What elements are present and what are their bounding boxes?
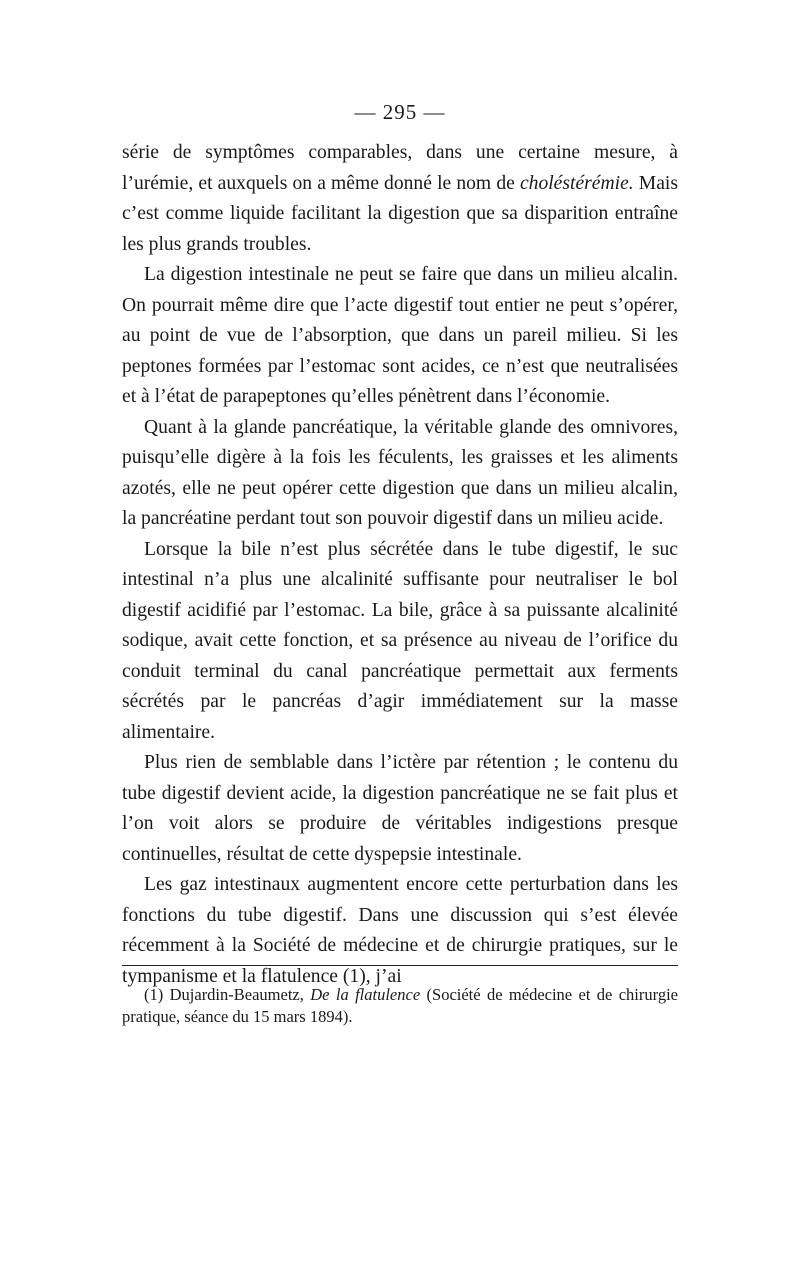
paragraph-4: Lorsque la bile n’est plus sécrétée dans le tube digestif, le suc intestinal n’a plus une alcalinité suffisante pour neutraliser le bol digestif acidifié par l’estomac. La bile, grâce à sa puissante alcalinité sodique, avait cette fonction, et sa présence au niveau de l’orifice du conduit terminal du canal pancréatique permettait aux ferments sécrétés par le pancréas d’agir immédiatement sur la masse alimentaire.	[122, 538, 678, 743]
paragraph-2: La digestion intestinale ne peut se faire que dans un milieu alcalin. On pourrait même dire que l’acte digestif tout entier ne peut s’opérer, au point de vue de l’absorption, que dans un pareil milieu. Si les peptones formées par l’estomac sont acides, ce n’est que neutralisées et à l’état de parapeptones qu’elles pénètrent dans l’économie.	[122, 264, 678, 407]
footnote-divider	[122, 965, 678, 966]
paragraph-1-text-before: série de symptômes comparables, dans une certaine mesure, à l’urémie, et auxquels on a même donné le nom de	[122, 142, 678, 194]
paragraph-6: Les gaz intestinaux augmentent encore cette perturbation dans les fonctions du tube digestif. Dans une discussion qui s’est élevée récemment à la Société de médecine et de chirurgie pratiques, sur le tympanisme et la flatulence (1), j’ai	[122, 874, 678, 987]
paragraph-3: Quant à la glande pancréatique, la véritable glande des omnivores, puisqu’elle digère à la fois les féculents, les graisses et les aliments azotés, elle ne peut opérer cette digestion que dans un milieu alcalin, la pancréatine perdant tout son pouvoir digestif dans un milieu acide.	[122, 416, 678, 529]
footnote-text-before: (1) Dujardin-Beaumetz,	[144, 985, 311, 1004]
footnote-text-after: (Société de médecine et de chirurgie pratique, séance du 15 mars 1894).	[122, 985, 678, 1026]
footnote	[122, 984, 678, 1028]
paragraph-5: Plus rien de semblable dans l’ictère par rétention ; le contenu du tube digestif devient acide, la digestion pancréatique ne se fait plus et l’on voit alors se produire de véritables indigestions presque continuelles, résultat de cette dyspepsie intestinale.	[122, 752, 678, 865]
paragraph-1-text-after: Mais c’est comme liquide facilitant la digestion que sa disparition entraîne les plus grands troubles.	[122, 172, 678, 255]
footnote-italic-title: De la flatulence	[310, 985, 421, 1004]
page-number: — 295 —	[354, 100, 446, 124]
body-text	[122, 138, 678, 992]
paragraph-1	[122, 138, 678, 260]
paragraph-1-italic-term: choléstérémie.	[519, 172, 634, 194]
